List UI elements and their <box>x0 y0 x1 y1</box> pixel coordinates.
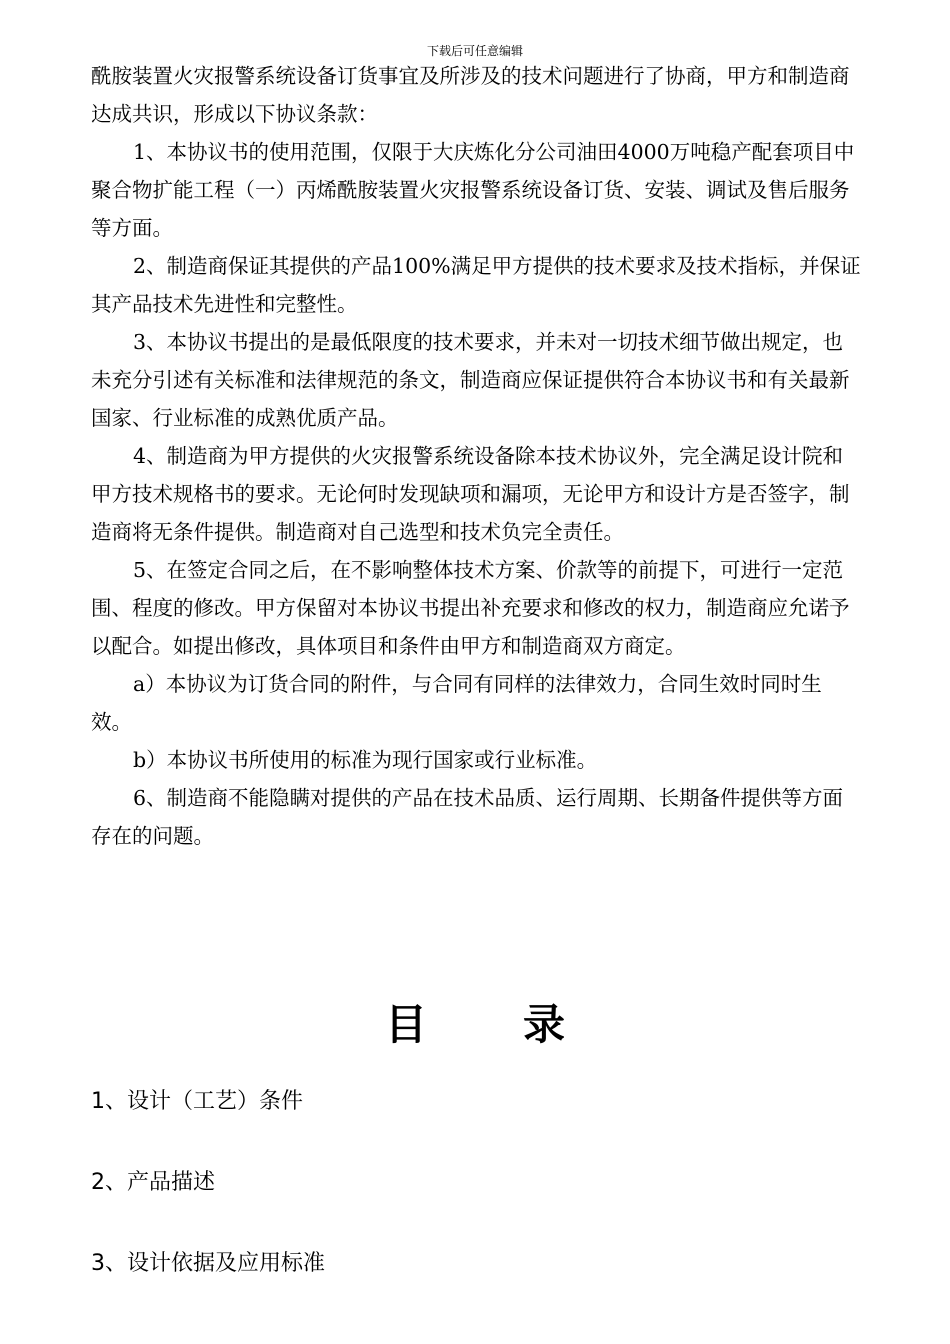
clause-2: 2、制造商保证其提供的产品100%满足甲方提供的技术要求及技术指标，并保证其产品技术先进性和完整性。 <box>91 254 861 316</box>
clause-4: 4、制造商为甲方提供的火灾报警系统设备除本技术协议外，完全满足设计院和甲方技术规格书的要求。无论何时发现缺项和漏项，无论甲方和设计方是否签字，制造商将无条件提供。制造商对自己选型和技术负完全责任。 <box>91 444 850 544</box>
clause-5a: a）本协议为订货合同的附件，与合同有同样的法律效力，合同生效时同时生效。 <box>91 672 822 734</box>
clause-6: 6、制造商不能隐瞒对提供的产品在技术品质、运行周期、长期备件提供等方面存在的问题。 <box>91 786 844 848</box>
agreement-text <box>91 57 861 855</box>
toc-item-2: 2、产品描述 <box>91 1170 215 1195</box>
toc-item-3: 3、设计依据及应用标准 <box>91 1251 325 1276</box>
clause-5b: b）本协议书所使用的标准为现行国家或行业标准。 <box>133 748 598 772</box>
toc-item-1: 1、设计（工艺）条件 <box>91 1089 303 1114</box>
clause-3: 3、本协议书提出的是最低限度的技术要求，并未对一切技术细节做出规定，也未充分引述有关标准和法律规范的条文，制造商应保证提供符合本协议书和有关最新国家、行业标准的成熟优质产品。 <box>91 330 850 430</box>
paragraph-intro: 酰胺装置火灾报警系统设备订货事宜及所涉及的技术问题进行了协商，甲方和制造商达成共识，形成以下协议条款： <box>91 64 850 126</box>
header-note: 下载后可任意编辑 <box>426 44 523 58</box>
toc-title: 目录 <box>384 1000 661 1049</box>
clause-1: 1、本协议书的使用范围，仅限于大庆炼化分公司油田4000万吨稳产配套项目中聚合物扩能工程（一）丙烯酰胺装置火灾报警系统设备订货、安装、调试及售后服务等方面。 <box>91 140 855 240</box>
clause-5: 5、在签定合同之后，在不影响整体技术方案、价款等的前提下，可进行一定范围、程度的修改。甲方保留对本协议书提出补充要求和修改的权力，制造商应允诺予以配合。如提出修改，具体项目和条件由甲方和制造商双方商定。 <box>91 558 850 658</box>
